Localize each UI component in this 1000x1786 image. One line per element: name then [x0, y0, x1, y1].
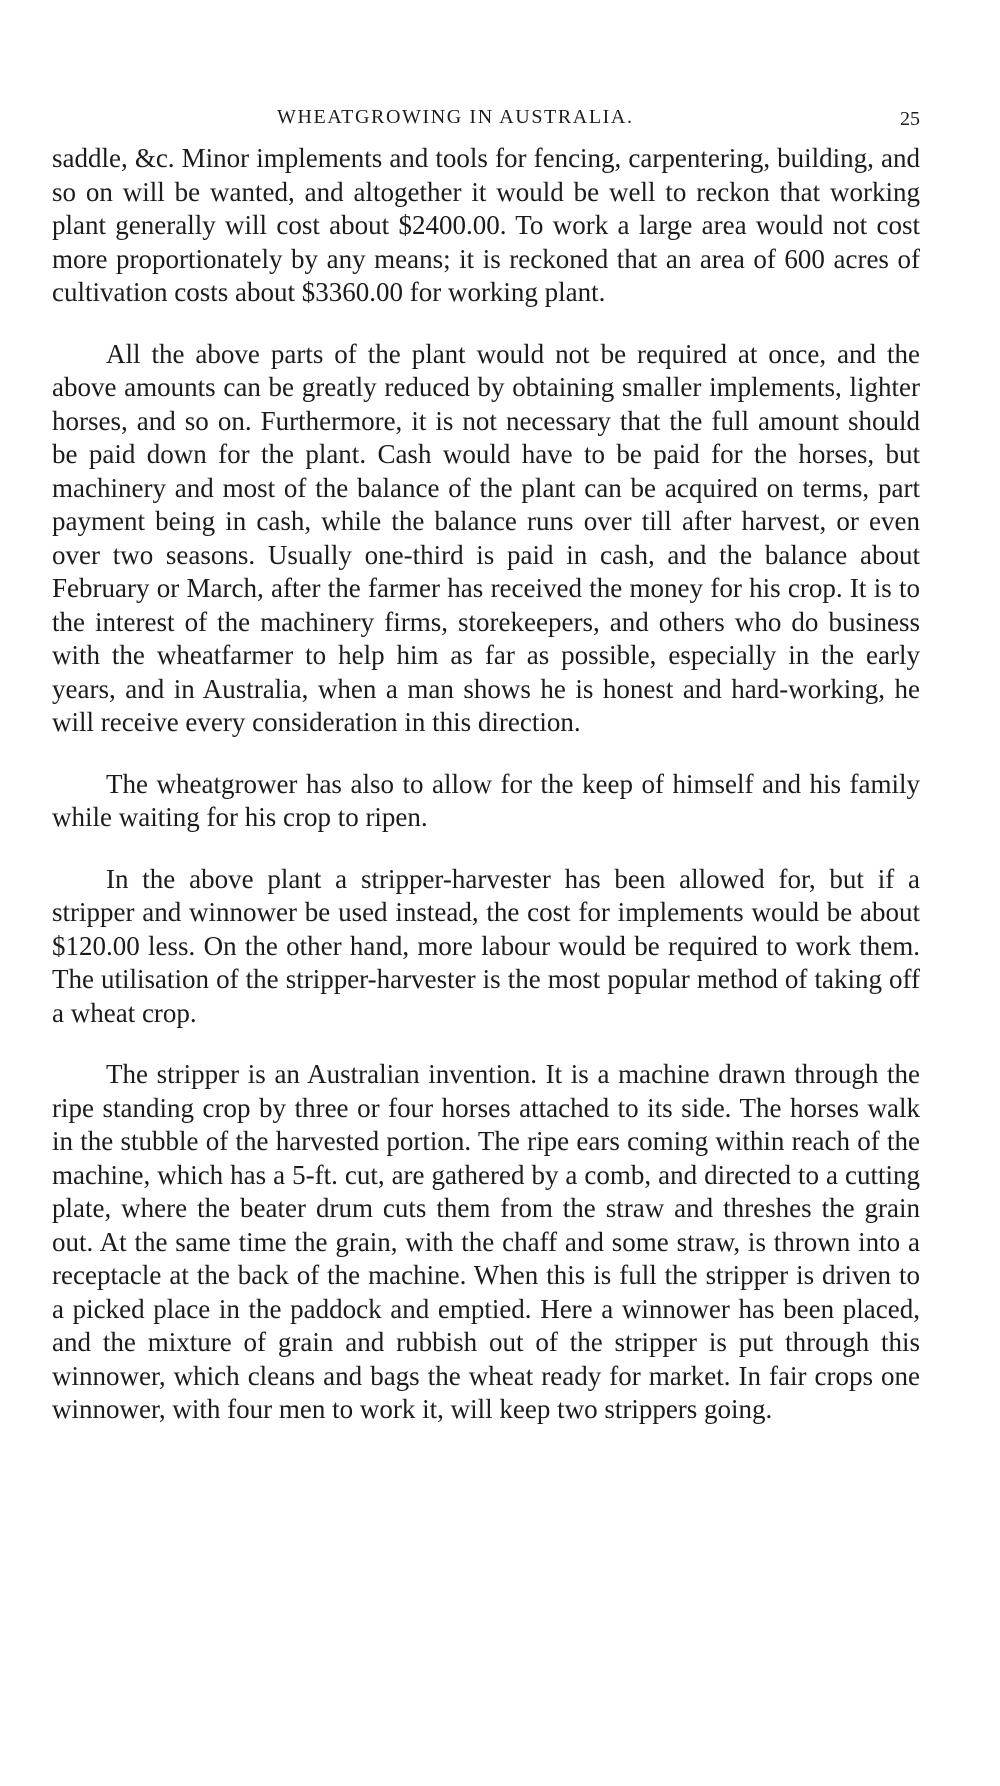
paragraph-4: In the above plant a stripper-harvester has been allowed for, but if a stripper and winnower be used instead, the cost for implements would be about $120.00 less. On the other hand, more labour would be required to work them. The utilisation of the stripper-harvester is the most popular method of taking off a wheat crop.	[52, 863, 920, 1028]
paragraph-3: The wheatgrower has also to allow for the keep of himself and his family while waiting for his crop to ripen.	[52, 768, 920, 832]
book-page	[52, 96, 920, 1455]
paragraph-1: saddle, &c. Minor implements and tools for fencing, carpentering, building, and so on will be wanted, and altogether it would be well to reckon that working plant generally will cost about $2400.00. To work a large area would not cost more proportionately by any means; it is reckoned that an area of 600 acres of cultivation costs about $3360.00 for working plant.	[52, 143, 920, 307]
running-head	[52, 96, 920, 136]
paragraph-2: All the above parts of the plant would not be required at once, and the above amounts can be greatly reduced by obtaining smaller implements, lighter horses, and so on. Furthermore, it is not necessary that the full amount should be paid down for the plant. Cash would have to be paid for the horses, but machinery and most of the balance of the plant can be acquired on terms, part payment being in cash, while the balance runs over till after harvest, or even over two seasons. Usually one-third is paid in cash, and the balance about February or March, after the farmer has received the money for his crop. It is to the interest of the machinery firms, storekeepers, and others who do business with the wheatfarmer to help him as far as possible, especially in the early years, and in Australia, when a man shows he is honest and hard-working, he will receive every consideration in this direction.	[52, 338, 920, 737]
text-body	[52, 142, 920, 1427]
page-number: 25	[900, 108, 920, 130]
paragraph-5: The stripper is an Australian invention. It is a machine drawn through the ripe standing crop by three or four horses attached to its side. The horses walk in the stubble of the harvested portion. The ripe ears coming within reach of the machine, which has a 5-ft. cut, are gathered by a comb, and directed to a cutting plate, where the beater drum cuts them from the straw and threshes the grain out. At the same time the grain, with the chaff and some straw, is thrown into a receptacle at the back of the machine. When this is full the stripper is driven to a picked place in the paddock and emptied. Here a winnower has been placed, and the mixture of grain and rubbish out of the stripper is put through this winnower, which cleans and bags the wheat ready for market. In fair crops one winnower, with four men to work it, will keep two strippers going.	[52, 1059, 920, 1424]
running-title: WHEATGROWING IN AUSTRALIA.	[277, 106, 634, 128]
